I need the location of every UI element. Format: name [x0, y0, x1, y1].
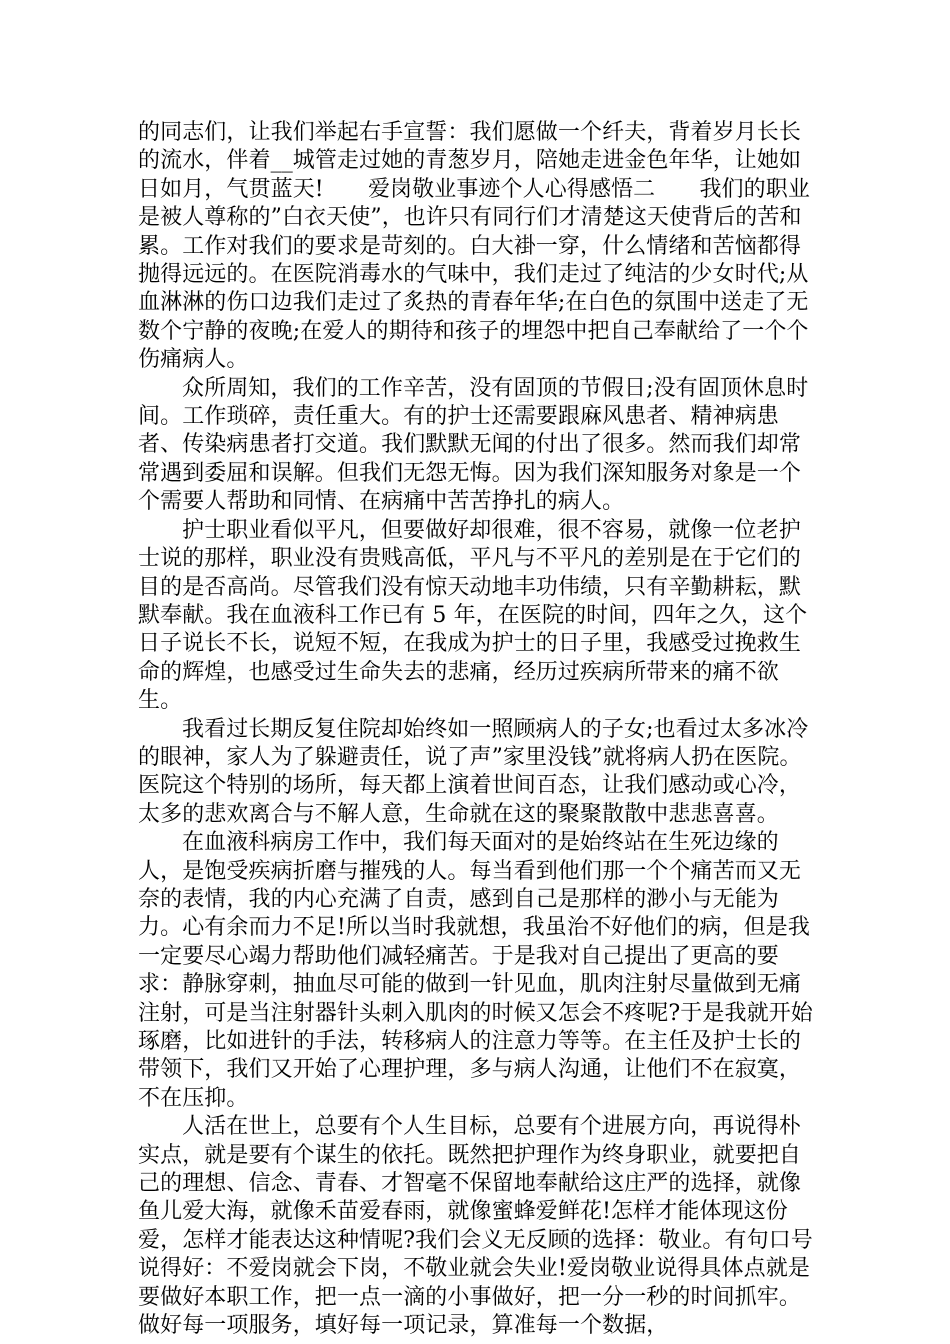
paragraph-5: 在血液科病房工作中，我们每天面对的是始终站在生死边缘的人，是饱受疾病折磨与摧残的人。每当看到他们那一个个痛苦而又无奈的表情，我的内心充满了自责，感到自己是那样的渺小与无能为力。心有余而力不足!所以当时我就想，我虽治不好他们的病，但是我一定要尽心竭力帮助他们减轻痛苦。于是我对自己提出了更高的要求：静脉穿刺，抽血尽可能的做到一针见血，肌肉注射尽量做到无痛注射，可是当注射器针头刺入肌肉的时候又怎会不疼呢?于是我就开始琢磨，比如进针的手法，转移病人的注意力等等。在主任及护士长的带领下，我们又开始了心理护理，多与病人沟通，让他们不在寂寞，不在压抑。: [138, 830, 813, 1111]
paragraph-3: 护士职业看似平凡，但要做好却很难，很不容易，就像一位老护士说的那样，职业没有贵贱高低，平凡与不平凡的差别是在于它们的目的是否高尚。尽管我们没有惊天动地丰功伟绩，只有辛勤耕耘，默默奉献。我在血液科工作已有 5 年，在医院的时间，四年之久，这个日子说长不长，说短不短，在我成为护士的日子里，我感受过挽救生命的辉煌，也感受过生命失去的悲痛，经历过疾病所带来的痛不欲生。: [138, 517, 808, 714]
paragraph-1: 的同志们，让我们举起右手宣誓：我们愿做一个纤夫，背着岁月长长的流水，伴着__城管走过她的青葱岁月，陪她走进金色年华，让她如日如月，气贯蓝天! 爱岗敬业事迹个人心得感悟二 我们的职业是被人尊称的”白衣天使”，也许只有同行们才清楚这天使背后的苦和累。工作对我们的要求是苛刻的。白大褂一穿，什么情绪和苦恼都得抛得远远的。在医院消毒水的气味中，我们走过了纯洁的少女时代;从血淋淋的伤口边我们走过了炙热的青春年华;在白色的氛围中送走了无数个宁静的夜晚;在爱人的期待和孩子的埋怨中把自己奉献给了一个个伤痛病人。: [138, 120, 810, 373]
paragraph-2: 众所周知，我们的工作辛苦，没有固顶的节假日;没有固顶休息时间。工作琐碎，责任重大。有的护士还需要跟麻风患者、精神病患者、传染病患者打交道。我们默默无闻的付出了很多。然而我们却常常遇到委屈和误解。但我们无怨无悔。因为我们深知服务对象是一个个需要人帮助和同情、在病痛中苦苦挣扎的病人。: [138, 375, 809, 515]
paragraph-6: 人活在世上，总要有个人生目标，总要有个进展方向，再说得朴实点，就是要有个谋生的依托。既然把护理作为终身职业，就要把自己的理想、信念、青春、才智毫不保留地奉献给这庄严的选择，就像鱼儿爱大海，就像禾苗爱春雨，就像蜜蜂爱鲜花!怎样才能体现这份爱，怎样才能表达这种情呢?我们会义无反顾的选择：敬业。有句口号说得好：不爱岗就会下岗，不敬业就会失业!爱岗敬业说得具体点就是要做好本职工作，把一点一滴的小事做好，把一分一秒的时间抓牢。做好每一项服务，填好每一项记录，算准每一个数据，: [138, 1114, 813, 1339]
document-body: [138, 119, 818, 1340]
paragraph-4: 我看过长期反复住院却始终如一照顾病人的子女;也看过太多冰冷的眼神，家人为了躲避责任，说了声”家里没钱”就将病人扔在医院。医院这个特别的场所，每天都上演着世间百态，让我们感动或心冷，太多的悲欢离合与不解人意，生命就在这的聚聚散散中悲悲喜喜。: [138, 716, 809, 827]
